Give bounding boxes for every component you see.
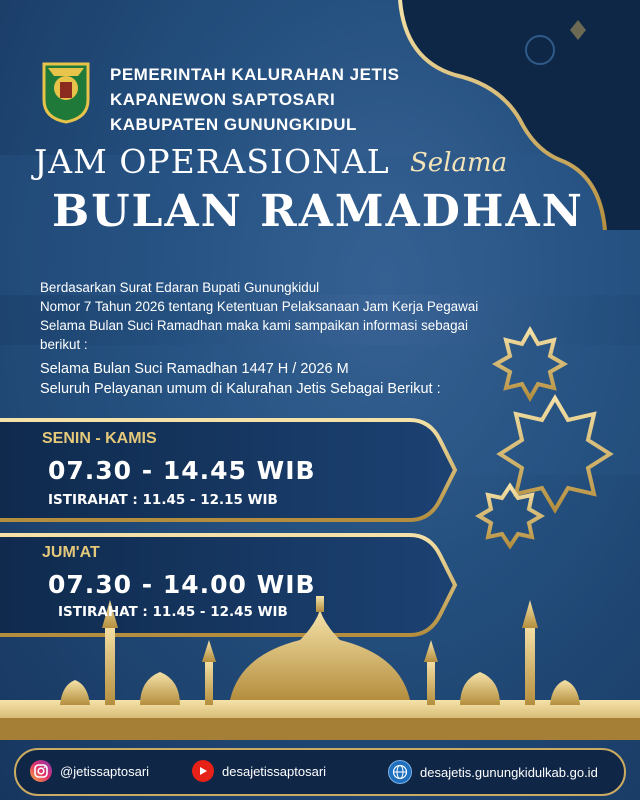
- schedule-rest-2: ISTIRAHAT : 11.45 - 12.45 WIB: [58, 604, 288, 620]
- youtube-icon: [192, 760, 214, 782]
- instagram-icon: [30, 760, 52, 782]
- footer-instagram-label: @jetissaptosari: [60, 763, 150, 779]
- footer-youtube-label: desajetissaptosari: [222, 763, 327, 779]
- regency-emblem-icon: [38, 60, 94, 124]
- org-name-block: [110, 60, 399, 136]
- schedule-day-1: SENIN - KAMIS: [42, 430, 157, 447]
- footer-instagram-link[interactable]: [30, 760, 149, 782]
- org-line-2: KAPANEWON SAPTOSARI: [110, 90, 336, 109]
- footer-website-label: desajetis.gunungkidulkab.go.id: [420, 764, 598, 780]
- schedule-time-1: 07.30 - 14.45 WIB: [48, 456, 316, 485]
- intro-text: [40, 278, 560, 399]
- intro-highlight-1: Selama Bulan Suci Ramadhan 1447 H / 2026 M: [40, 361, 349, 377]
- intro-line-4: berikut :: [40, 337, 88, 352]
- footer: [0, 730, 640, 800]
- schedule-day-2: JUM'AT: [42, 544, 100, 561]
- title-line-1: JAM OPERASIONAL: [34, 142, 390, 181]
- org-line-3: KABUPATEN GUNUNGKIDUL: [110, 115, 357, 134]
- intro-line-3: Selama Bulan Suci Ramadhan maka kami sampaikan informasi sebagai: [40, 318, 468, 333]
- globe-icon: [388, 760, 412, 784]
- org-line-1: PEMERINTAH KALURAHAN JETIS: [110, 65, 400, 84]
- intro-line-2: Nomor 7 Tahun 2026 tentang Ketentuan Pelaksanaan Jam Kerja Pegawai: [40, 299, 479, 314]
- footer-youtube-link[interactable]: [192, 760, 326, 782]
- title-script: Selama: [410, 148, 508, 178]
- schedule-time-2: 07.30 - 14.00 WIB: [48, 570, 316, 599]
- schedule-rest-1: ISTIRAHAT : 11.45 - 12.15 WIB: [48, 492, 278, 508]
- footer-website-link[interactable]: [388, 760, 598, 784]
- title-line-2: BULAN RAMADHAN: [52, 186, 584, 237]
- org-header: [38, 60, 399, 136]
- intro-highlight-2: Seluruh Pelayanan umum di Kalurahan Jetis Sebagai Berikut :: [40, 381, 441, 397]
- intro-line-1: Berdasarkan Surat Edaran Bupati Gunungkidul: [40, 280, 320, 295]
